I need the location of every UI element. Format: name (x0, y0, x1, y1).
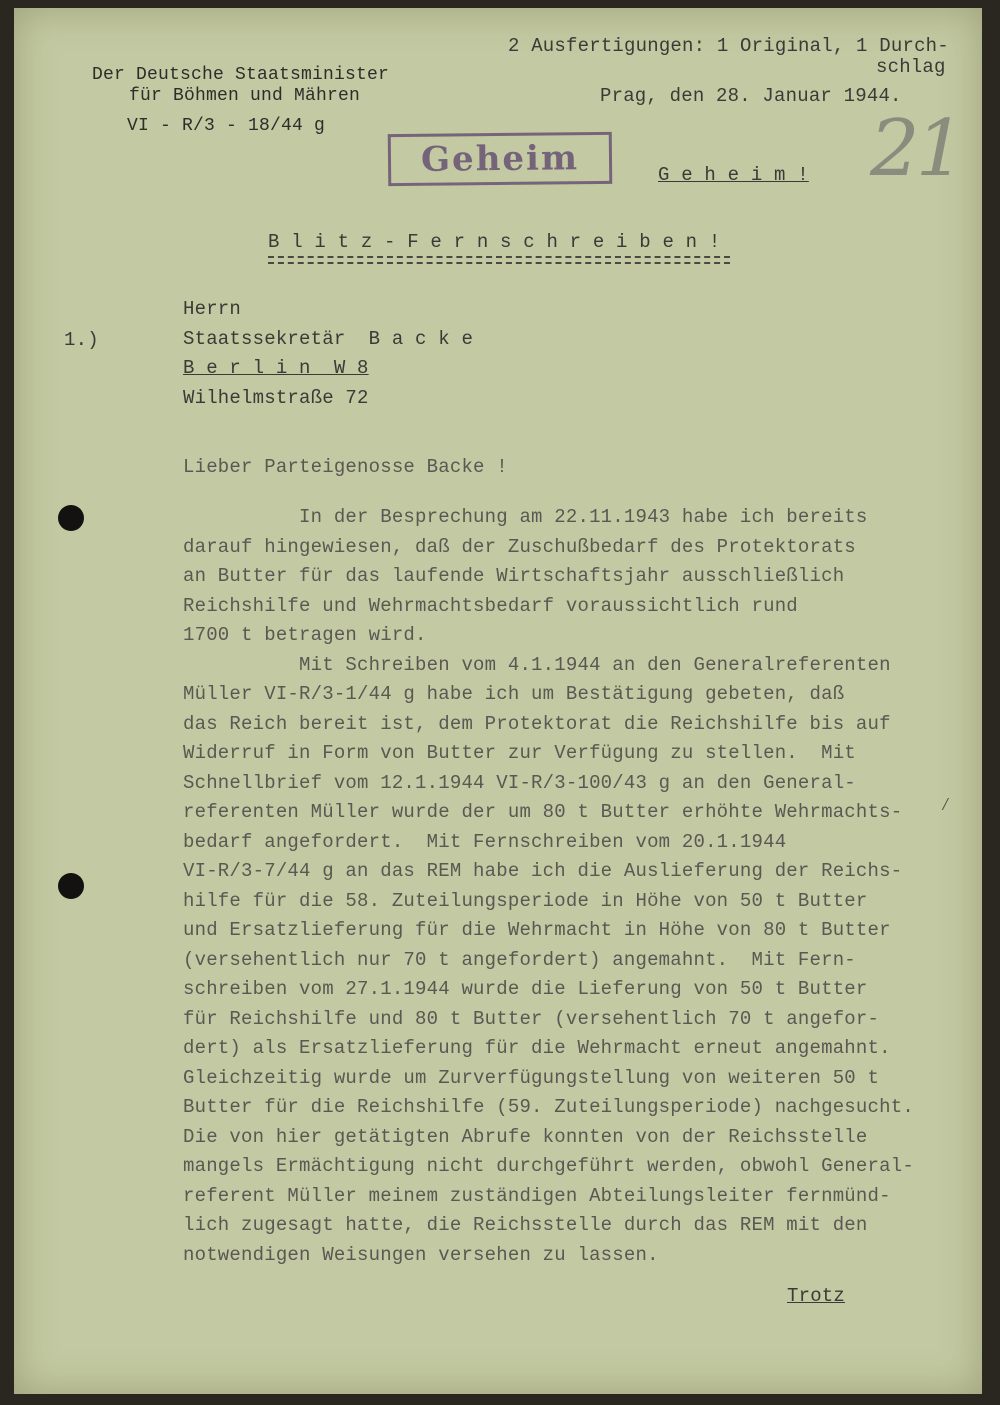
body-line: (versehentlich nur 70 t angefordert) angemahnt. Mit Fern- (183, 948, 856, 971)
punch-hole (58, 505, 84, 531)
body-line: referenten Müller wurde der um 80 t Butter erhöhte Wehrmachts- (183, 801, 903, 823)
body-line: an Butter für das laufende Wirtschaftsjahr ausschließlich (183, 565, 845, 587)
body-line: Schnellbrief vom 12.1.1944 VI-R/3-100/43 g an den General- (183, 771, 856, 794)
body-line: mangels Ermächtigung nicht durchgeführt werden, obwohl General- (183, 1155, 914, 1177)
body-line: Reichshilfe und Wehrmachtsbedarf voraussichtlich rund (183, 594, 798, 617)
address-salutation: Herrn (183, 298, 242, 320)
body-line: notwendigen Weisungen versehen zu lassen. (183, 1243, 659, 1266)
body-line: für Reichshilfe und 80 t Butter (versehentlich 70 t angefor- (183, 1007, 880, 1030)
title-underline (268, 256, 730, 258)
body-line: In der Besprechung am 22.11.1943 habe ich bereits (183, 506, 868, 528)
body-line: Mit Schreiben vom 4.1.1944 an den Generalreferenten (183, 653, 891, 676)
catchword: Trotz (787, 1285, 846, 1307)
address-name: Staatssekretär B a c k e (183, 328, 474, 350)
body-line: lich zugesagt hatte, die Reichsstelle durch das REM mit den (183, 1214, 868, 1236)
copies-note: 2 Ausfertigungen: 1 Original, 1 Durch- (508, 35, 949, 57)
body-line: Widerruf in Form von Butter zur Verfügung zu stellen. Mit (183, 742, 856, 764)
item-number: 1.) (64, 329, 99, 351)
punch-hole (58, 873, 84, 899)
body-line: hilfe für die 58. Zuteilungsperiode in Höhe von 50 t Butter (183, 889, 868, 912)
body-line: das Reich bereit ist, dem Protektorat die Reichshilfe bis auf (183, 712, 891, 735)
body-line: VI-R/3-7/44 g an das REM habe ich die Auslieferung der Reichs- (183, 860, 903, 882)
place-and-date: Prag, den 28. Januar 1944. (600, 85, 902, 107)
body-line: Butter für die Reichshilfe (59. Zuteilungsperiode) nachgesucht. (183, 1096, 914, 1118)
classification-label: G e h e i m ! (658, 164, 809, 186)
body-line: und Ersatzlieferung für die Wehrmacht in Höhe von 80 t Butter (183, 919, 891, 941)
document-title: B l i t z - F e r n s c h r e i b e n ! (268, 231, 721, 253)
handwritten-page-number: 21 (870, 104, 962, 194)
sender-line-2: für Böhmen und Mähren (129, 86, 361, 106)
title-underline (268, 262, 730, 264)
address-street: Wilhelmstraße 72 (183, 387, 369, 409)
copies-note-continued: schlag (876, 56, 946, 78)
margin-mark: ⁄ (940, 796, 951, 816)
body-line: darauf hingewiesen, daß der Zuschußbedarf des Protektorats (183, 535, 856, 558)
body-line: schreiben vom 27.1.1944 wurde die Lieferung von 50 t Butter (183, 978, 868, 1000)
greeting: Lieber Parteigenosse Backe ! (183, 456, 508, 478)
reference-number: VI - R/3 - 18/44 g (127, 116, 326, 136)
address-city: B e r l i n W 8 (183, 357, 369, 379)
secret-stamp: Geheim (388, 132, 613, 186)
body-line: dert) als Ersatzlieferung für die Wehrmacht erneut angemahnt. (183, 1037, 891, 1059)
body-line: Müller VI-R/3-1/44 g habe ich um Bestätigung gebeten, daß (183, 683, 845, 705)
body-line: Gleichzeitig wurde um Zurverfügungstellung von weiteren 50 t (183, 1066, 880, 1089)
sender-line-1: Der Deutsche Staatsminister (92, 65, 390, 85)
body-line: referent Müller meinem zuständigen Abteilungsleiter fernmünd- (183, 1184, 891, 1207)
body-line: bedarf angefordert. Mit Fernschreiben vom 20.1.1944 (183, 830, 787, 853)
body-line: Die von hier getätigten Abrufe konnten von der Reichsstelle (183, 1125, 868, 1148)
body-line: 1700 t betragen wird. (183, 624, 427, 646)
